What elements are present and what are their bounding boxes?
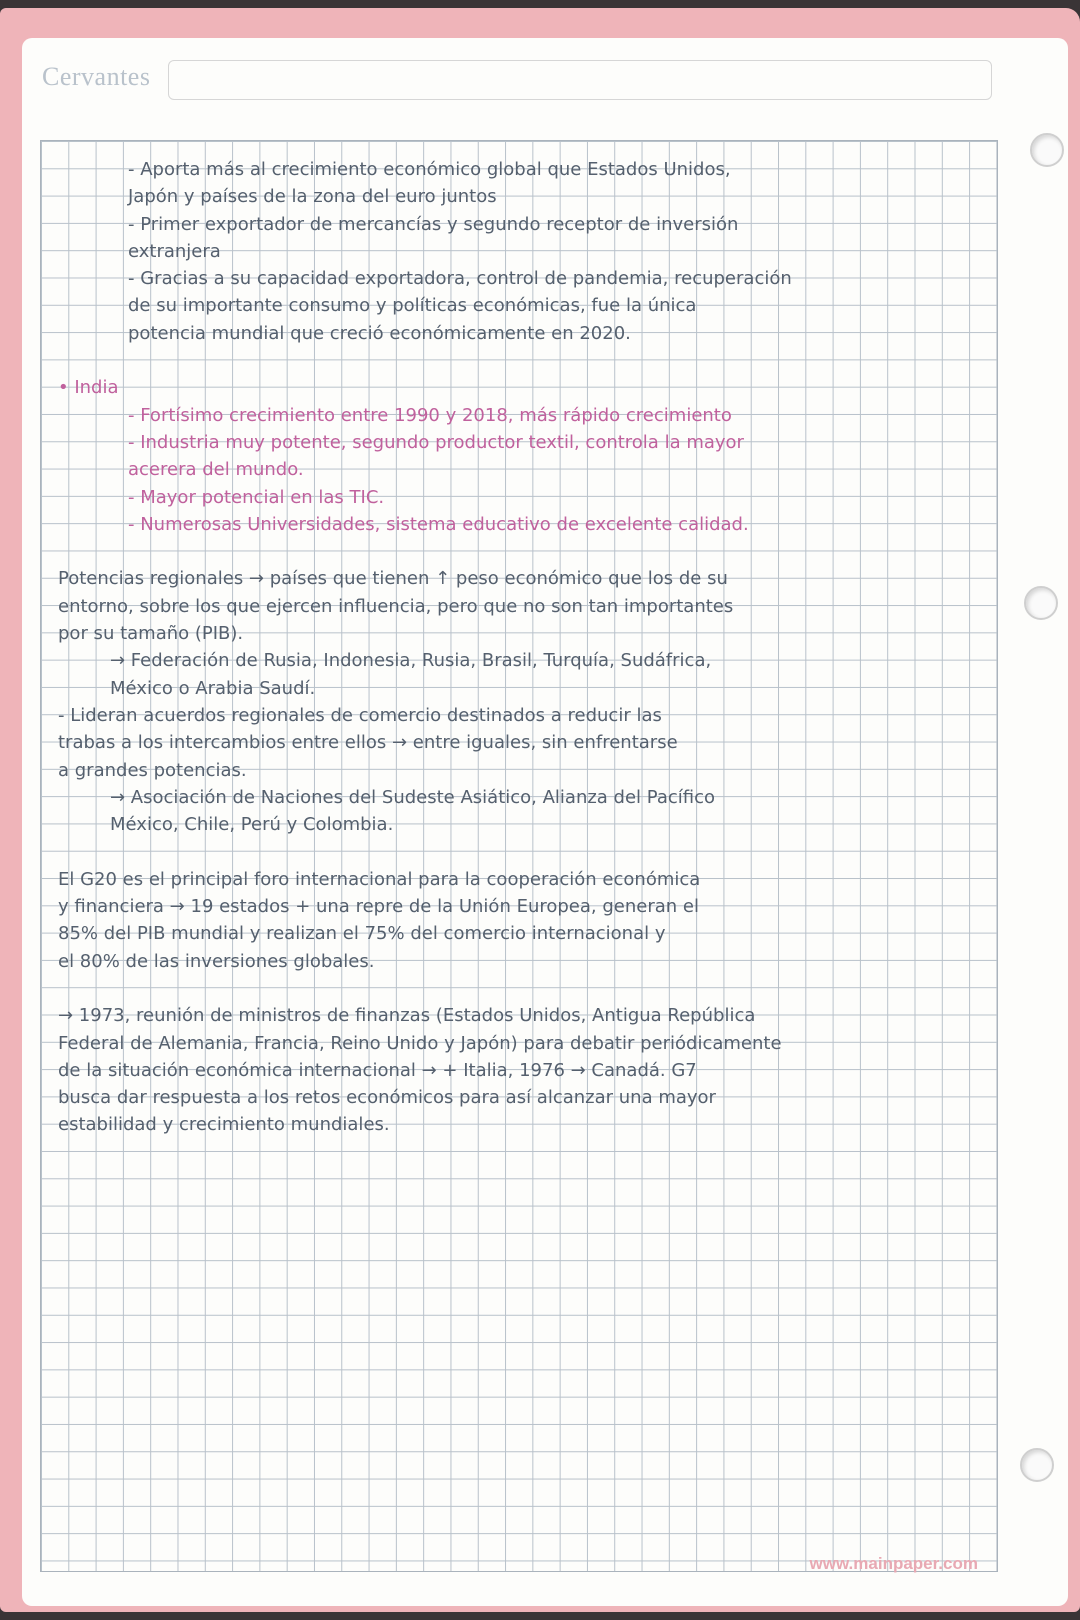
note-line: de su importante consumo y políticas económicas, fue la única <box>128 295 697 317</box>
note-line: trabas a los intercambios entre ellos → entre iguales, sin enfrentarse <box>58 732 678 754</box>
note-line: estabilidad y crecimiento mundiales. <box>58 1114 390 1136</box>
note-line: Federal de Alemania, Francia, Reino Unido y Japón) para debatir periódicamente <box>58 1032 782 1054</box>
note-line: por su tamaño (PIB). <box>58 623 244 645</box>
note-line: México o Arabia Saudí. <box>110 677 316 699</box>
note-line: - Gracias a su capacidad exportadora, control de pandemia, recuperación <box>128 268 792 290</box>
note-line: y financiera → 19 estados + una repre de la Unión Europea, generan el <box>58 896 699 918</box>
note-line: - Fortísimo crecimiento entre 1990 y 2018, más rápido crecimiento <box>128 404 732 426</box>
india-heading: • India <box>58 377 119 399</box>
note-line: potencia mundial que creció económicamente en 2020. <box>128 322 631 344</box>
brand-url: www.mainpaper.com <box>809 1554 978 1573</box>
binder-hole <box>1020 1448 1054 1482</box>
note-line: a grandes potencias. <box>58 759 247 781</box>
note-line: - Lideran acuerdos regionales de comercio destinados a reducir las <box>58 704 662 726</box>
note-line: - Aporta más al crecimiento económico global que Estados Unidos, <box>128 159 731 180</box>
binder-hole <box>1024 586 1058 620</box>
note-line: El G20 es el principal foro internacional para la cooperación económica <box>58 868 701 890</box>
note-line: Japón y países de la zona del euro juntos <box>128 186 497 208</box>
note-line: - Mayor potencial en las TIC. <box>128 486 385 508</box>
note-line: - Primer exportador de mercancías y segundo receptor de inversión <box>128 213 739 235</box>
notebook-sheet <box>0 8 1080 1612</box>
brand-logo: Cervantes <box>42 62 151 91</box>
note-line: → Asociación de Naciones del Sudeste Asiático, Alianza del Pacífico <box>110 786 716 808</box>
note-line: de la situación económica internacional → + Italia, 1976 → Canadá. G7 <box>58 1059 697 1081</box>
binder-hole <box>1030 133 1064 167</box>
page-header <box>30 52 1030 112</box>
note-line: acerera del mundo. <box>128 459 304 481</box>
paper-page <box>22 38 1068 1606</box>
note-line: entorno, sobre los que ejercen influencia, pero que no son tan importantes <box>58 595 734 617</box>
title-field <box>168 60 992 100</box>
note-line: → Federación de Rusia, Indonesia, Rusia, Brasil, Turquía, Sudáfrica, <box>110 650 712 672</box>
note-line: el 80% de las inversiones globales. <box>58 950 375 972</box>
note-line: - Industria muy potente, segundo productor textil, controla la mayor <box>128 431 744 453</box>
note-line: Potencias regionales → países que tienen ↑ peso económico que los de su <box>58 568 728 590</box>
note-line: - Numerosas Universidades, sistema educativo de excelente calidad. <box>128 513 749 535</box>
note-line: México, Chile, Perú y Colombia. <box>110 814 394 836</box>
note-line: 85% del PIB mundial y realizan el 75% del comercio internacional y <box>58 923 666 945</box>
note-line: → 1973, reunión de ministros de finanzas (Estados Unidos, Antigua República <box>58 1005 756 1027</box>
note-line: extranjera <box>128 240 221 262</box>
note-line: busca dar respuesta a los retos económicos para así alcanzar una mayor <box>58 1087 716 1109</box>
notes-content <box>58 156 998 1139</box>
